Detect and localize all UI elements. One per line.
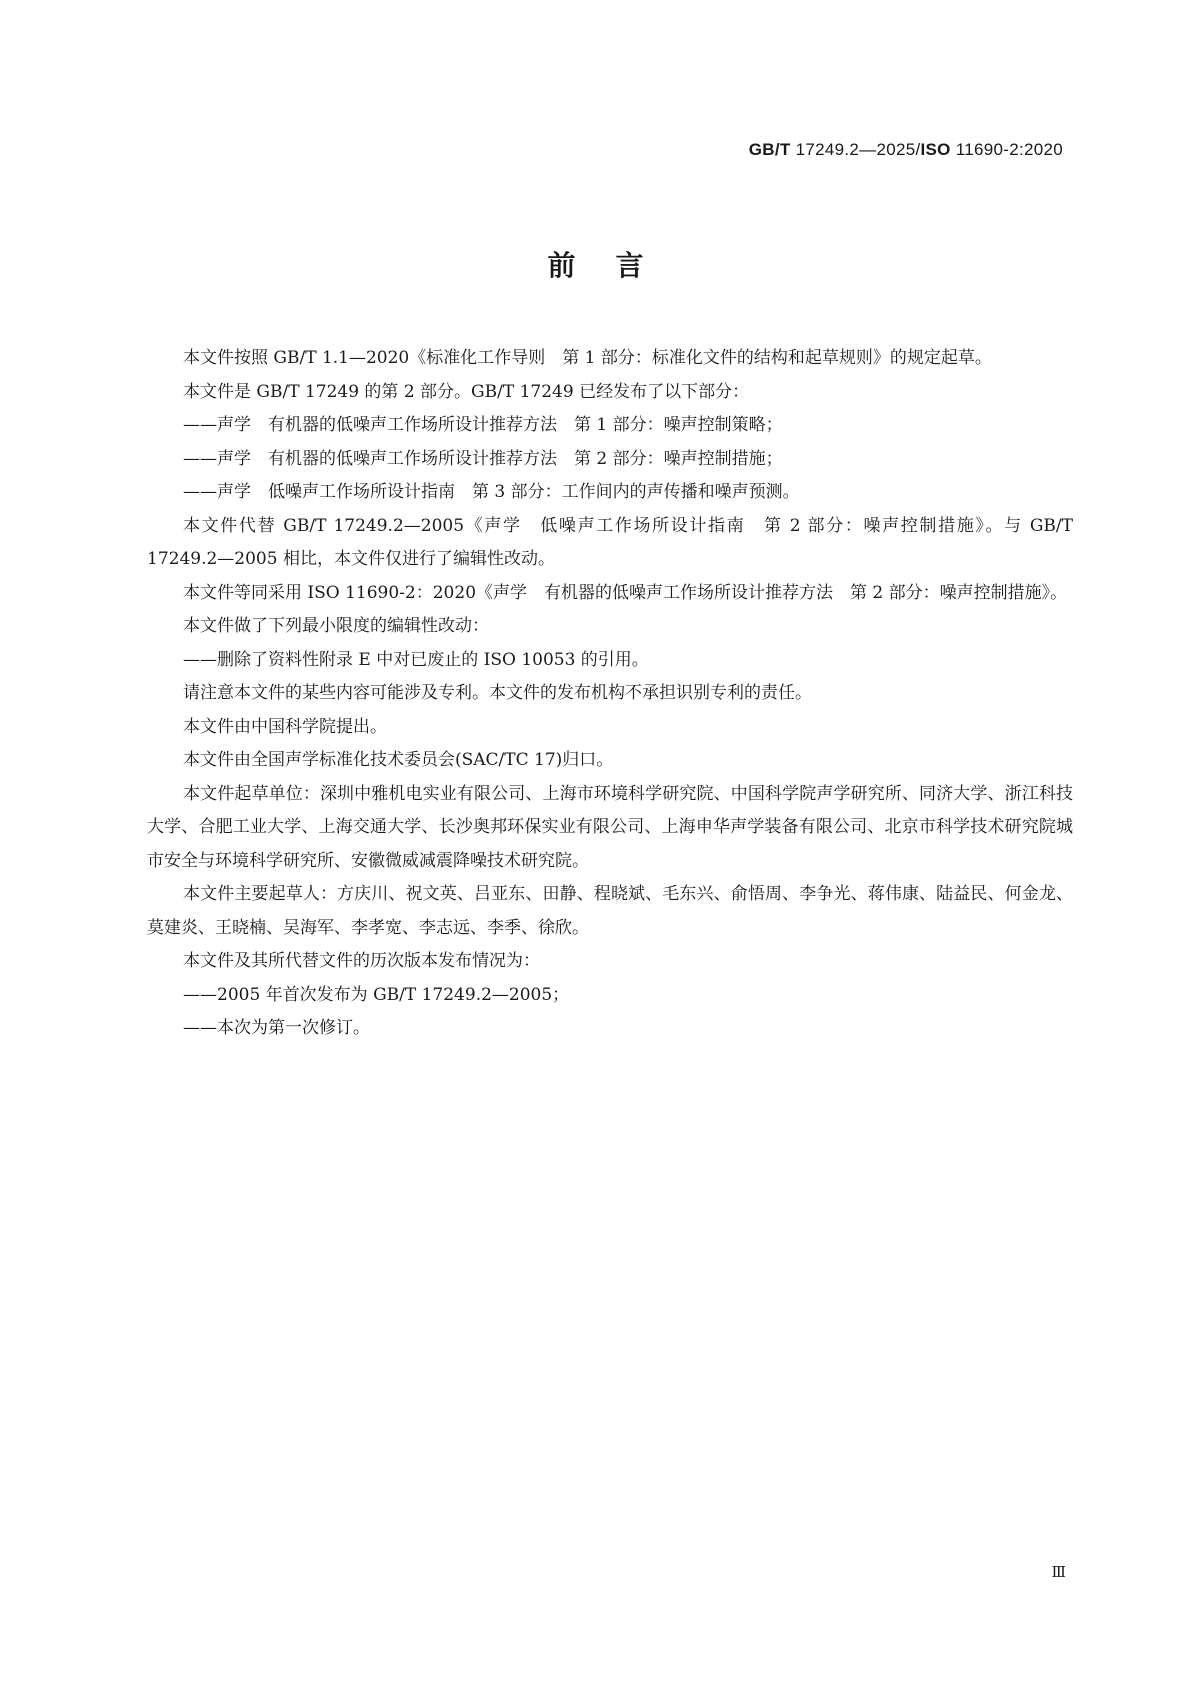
standard-number-value: 17249.2—2025/ [790, 140, 921, 159]
dash-list-item: ——本次为第一次修订。 [183, 1018, 370, 1038]
paragraph: 本文件及其所代替文件的历次版本发布情况为： [183, 951, 540, 971]
paragraph: 本文件按照 GB/T 1.1—2020《标准化工作导则 第 1 部分：标准化文件的结构和起草规则》的规定起草。 [183, 348, 992, 368]
paragraph: 本文件主要起草人：方庆川、祝文英、吕亚东、田静、程晓斌、毛东兴、俞悟周、李争光、蒋伟康、陆益民、何金龙、莫建炎、王晓楠、吴海军、李孝宽、李志远、李季、徐欣。 [147, 884, 1073, 938]
dash-list-item: ——声学 有机器的低噪声工作场所设计推荐方法 第 1 部分：噪声控制策略； [183, 415, 783, 435]
dash-list-item: ——删除了资料性附录 E 中对已废止的 ISO 10053 的引用。 [183, 649, 649, 670]
dash-list-item: ——声学 有机器的低噪声工作场所设计推荐方法 第 2 部分：噪声控制措施； [183, 448, 783, 469]
page-number: Ⅲ [1051, 1563, 1066, 1581]
dash-list-item: ——2005 年首次发布为 GB/T 17249.2—2005； [183, 984, 570, 1005]
paragraph: 请注意本文件的某些内容可能涉及专利。本文件的发布机构不承担识别专利的责任。 [183, 683, 812, 703]
paragraph: 本文件代替 GB/T 17249.2—2005《声学 低噪声工作场所设计指南 第 2 部分：噪声控制措施》。与 GB/T 17249.2—2005 相比，本文件仅进行了编辑性改动。 [147, 515, 1073, 569]
paragraph: 本文件由全国声学标准化技术委员会(SAC/TC 17)归口。 [183, 750, 614, 770]
paragraph: 本文件等同采用 ISO 11690-2：2020《声学 有机器的低噪声工作场所设计推荐方法 第 2 部分：噪声控制措施》。 [183, 582, 1068, 603]
iso-prefix: ISO [920, 140, 951, 159]
dash-list-item: ——声学 低噪声工作场所设计指南 第 3 部分：工作间内的声传播和噪声预测。 [183, 482, 800, 502]
foreword-body [147, 342, 1073, 1046]
standard-number [749, 140, 1063, 160]
paragraph: 本文件起草单位：深圳中雅机电实业有限公司、上海市环境科学研究院、中国科学院声学研究所、同济大学、浙江科技大学、合肥工业大学、上海交通大学、长沙奥邦环保实业有限公司、上海申华声学装备有限公司、北京市科学技术研究院城市安全与环境科学研究所、安徽微威减震降噪技术研究院。 [147, 783, 1073, 871]
paragraph: 本文件做了下列最小限度的编辑性改动： [183, 616, 489, 636]
paragraph: 本文件由中国科学院提出。 [183, 716, 387, 737]
page-title: 前言 [547, 249, 684, 282]
paragraph: 本文件是 GB/T 17249 的第 2 部分。GB/T 17249 已经发布了以下部分： [183, 381, 750, 402]
iso-number-value: 11690-2:2020 [950, 140, 1063, 159]
standard-prefix: GB/T [748, 140, 791, 159]
